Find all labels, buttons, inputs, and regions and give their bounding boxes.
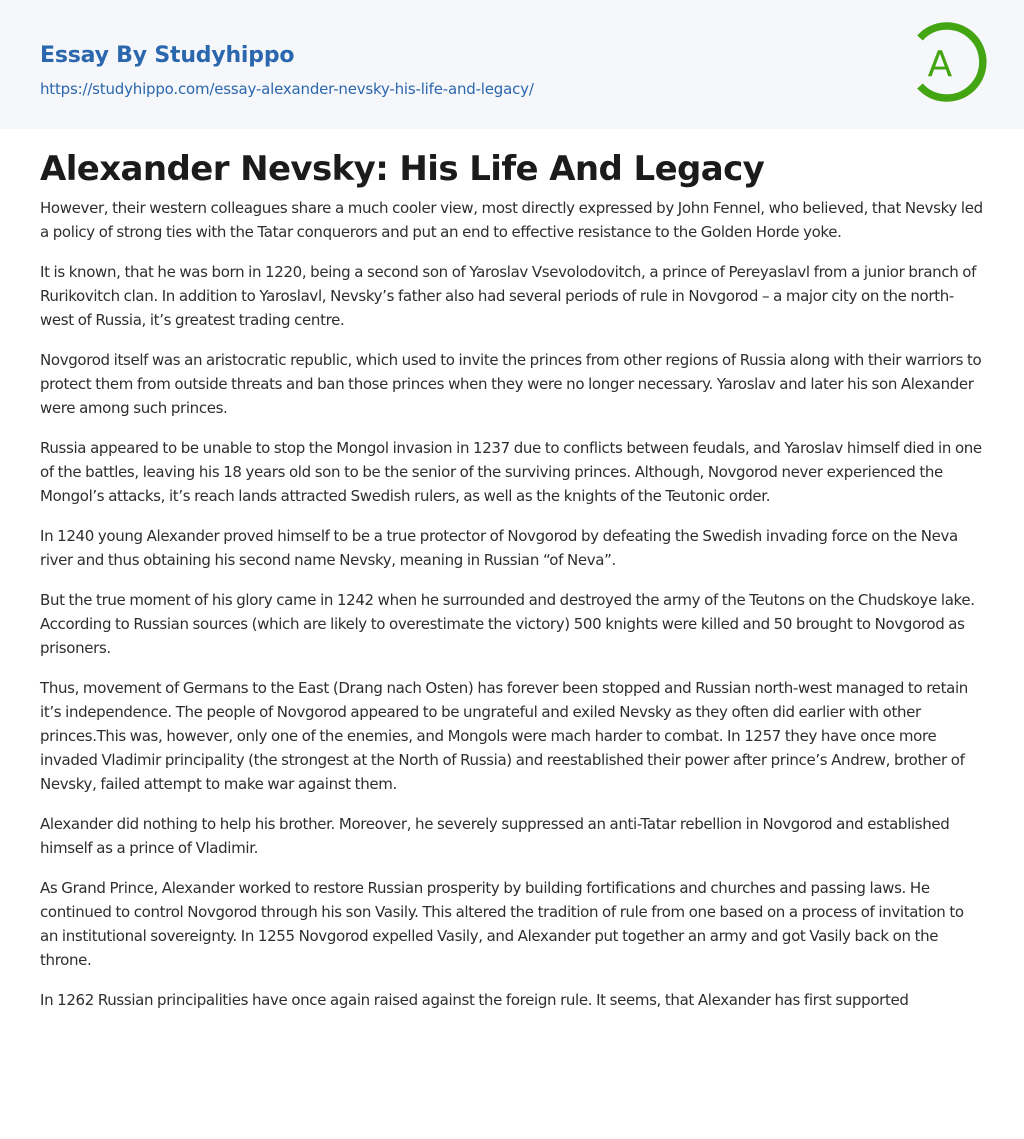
essay-paragraph: In 1240 young Alexander proved himself to be a true protector of Novgorod by defeating the Swedish invading force on the Neva river and thus obtaining his second name Nevsky, meaning in Russian “of Neva”. — [40, 527, 958, 569]
logo-icon — [908, 18, 988, 106]
site-header — [0, 0, 1024, 129]
essay-paragraph: However, their western colleagues share a much cooler view, most directly expressed by John Fennel, who believed, that Nevsky led a policy of strong ties with the Tatar conquerors and put an end to effective resistance to the Golden Horde yoke. — [40, 199, 983, 241]
essay-paragraph: Novgorod itself was an aristocratic republic, which used to invite the princes from other regions of Russia along with their warriors to protect them from outside threats and ban those princes when they were no longer necessary. Yaroslav and later his son Alexander were among such princes. — [40, 351, 982, 417]
studyhippo-logo[interactable] — [908, 18, 988, 106]
essay-paragraph: Thus, movement of Germans to the East (Drang nach Osten) has forever been stopped and Russian north-west managed to retain it’s independence. The people of Novgorod appeared to be ungrateful and exiled Nevsky as they often did earlier with other princes.This was, however, only one of the enemies, and Mongols were mach harder to combat. In 1257 they have once more invaded Vladimir principality (the strongest at the North of Russia) and reestablished their power after prince’s Andrew, brother of Nevsky, failed attempt to make war against them. — [40, 679, 968, 793]
essay-paragraph: It is known, that he was born in 1220, being a second son of Yaroslav Vsevolodovitch, a prince of Pereyaslavl from a junior branch of Rurikovitch clan. In addition to Yaroslavl, Nevsky’s father also had several periods of rule in Novgorod – a major city on the north-west of Russia, it’s greatest trading centre. — [40, 263, 977, 329]
essay-paragraph: Russia appeared to be unable to stop the Mongol invasion in 1237 due to conflicts between feudals, and Yaroslav himself died in one of the battles, leaving his 18 years old son to be the senior of the surviving princes. Although, Novgorod never experienced the Mongol’s attacks, it’s reach lands attracted Swedish rulers, as well as the knights of the Teutonic order. — [40, 439, 982, 505]
essay-paragraph: In 1262 Russian principalities have once again raised against the foreign rule. It seems, that Alexander has first supported — [40, 991, 909, 1009]
logo-letter: A — [927, 44, 953, 85]
page-title: Alexander Nevsky: His Life And Legacy — [40, 149, 765, 189]
source-url-link[interactable]: https://studyhippo.com/essay-alexander-nevsky-his-life-and-legacy/ — [40, 80, 534, 98]
essay-paragraph: Alexander did nothing to help his brother. Moreover, he severely suppressed an anti-Tatar rebellion in Novgorod and established himself as a prince of Vladimir. — [40, 815, 950, 857]
essay-content — [0, 129, 1024, 1012]
essay-paragraph: But the true moment of his glory came in 1242 when he surrounded and destroyed the army of the Teutons on the Chudskoye lake. According to Russian sources (which are likely to overestimate the victory) 500 knights were killed and 50 brought to Novgorod as prisoners. — [40, 591, 975, 657]
brand-title: Essay By Studyhippo — [40, 43, 295, 68]
essay-paragraph: As Grand Prince, Alexander worked to restore Russian prosperity by building fortifications and churches and passing laws. He continued to control Novgorod through his son Vasily. This altered the tradition of rule from one based on a process of invitation to an institutional sovereignty. In 1255 Novgorod expelled Vasily, and Alexander put together an army and got Vasily back on the throne. — [40, 879, 964, 969]
